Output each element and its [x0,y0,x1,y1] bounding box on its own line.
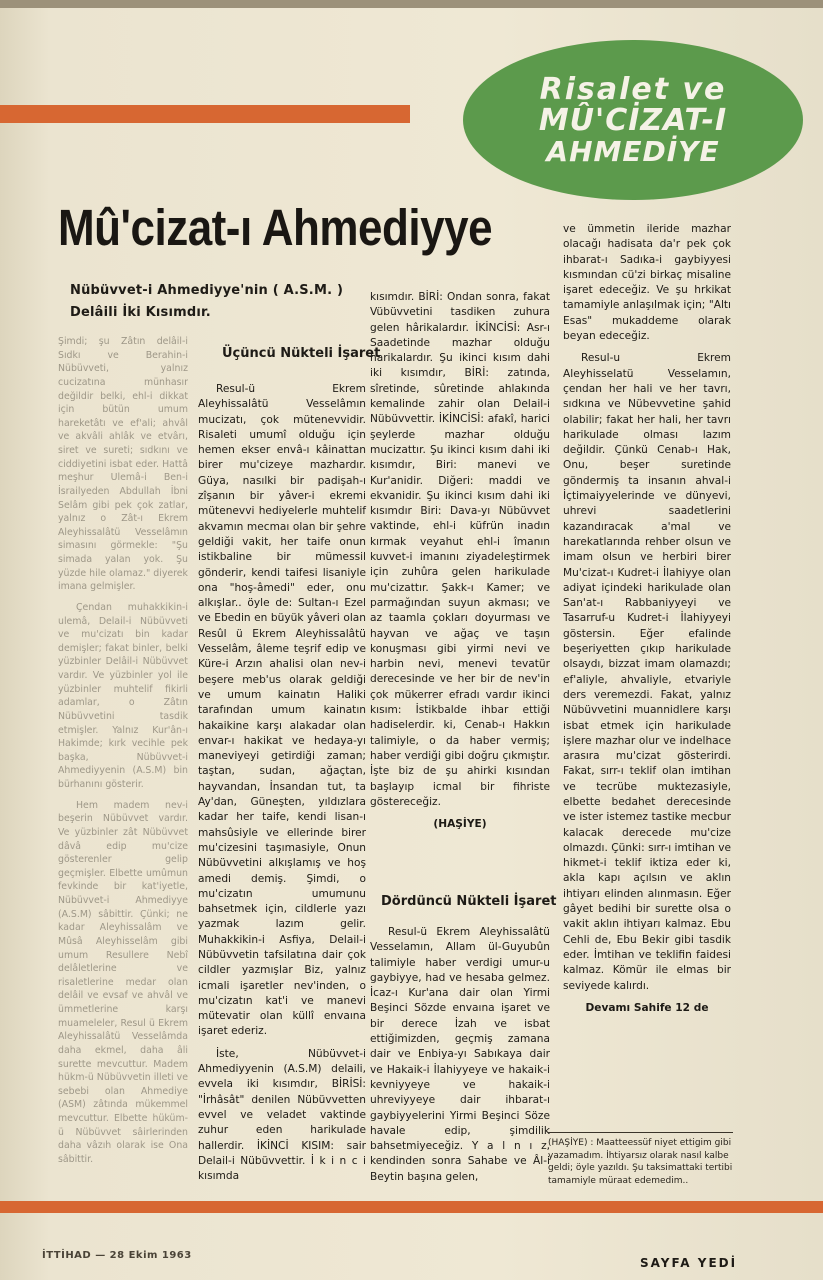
orange-rule-top [0,105,410,123]
column-2 [198,382,366,1191]
title-badge [463,40,803,200]
article-title: Mû'cizat-ı Ahmediyye [58,200,493,257]
col3b-paragraph: Resul-ü Ekrem Aleyhissalâtü Vesselamın, Allam ül-Guyubûn talimiyle haber verdigi umur-u gaybiyye, had ve hesaba gelmez. İcaz-ı Kur'ana dair olan Yirmi Beşinci Sözde envaına işaret ve bir derece İzah ve isbat ettiğimizden, geçmiş zamana dair ve Enbiya-yı Sabıkaya dair ve Hakaik-i İlahiyyeye ve hakaik-i kevniyyeye ve hakaik-i uhreviyyeye dair ihbarat-ı gaybiyyelerini Yirmi Beşinci Söze havale edip, şimdilik bahsetmiyeceğiz. Y a l n ı z, kendinden sonra Sahabe ve Âl-i Beytin başına gelen, [370,926,550,1183]
col2-paragraph: İste, Nübüvvet-i Ahmediyyenin (A.S.M) delaili, evvela iki kısımdır, BİRİSİ: "İrhâsât" denilen Nübüvvetten evvel ve veladet vaktinde zuhur eden harikulade hallerdir. İKİNCİ KISIM: sair Delail-i Nübüvvettir. İ k i n c i kısımda [198,1047,366,1183]
col1-paragraph: Hem madem nev-i beşerin Nübüvvet vardır. Ve yüzbinler zât Nübüvvet dâvâ edip mu'cize gösterenler gelip geçmişler. Elbette umûmun fevkinde bir kat'iyetle, Nübüvvet-i Ahmediyye (A.S.M) sâbittir. Çünki; ne kadar Aleyhissalâm ve Mûsâ Aleyhisselâm gibi umum Resullere Nebî delâletlerine ve risaletlerine medar olan delâil ve evsaf ve ahvâl ve ümmetlerine karşı muameleler, Resul ü Ekrem Aleyhissalâtü Vesselâmda daha ekmel, daha âli surette mevcuttur. Madem hükm-ü Nübüvvetin illeti ve sebebi olan Ahmediye (ASM) zâtında mükemmel mevcuttur. Elbette hüküm-ü Nübüvvet sâirlerinden daha vâzıh olarak ise Ona sâbittir. [58,799,188,1165]
badge-line-2: MÛ'CİZAT-I [538,103,728,139]
col1-paragraph: Çendan muhakkikin-i ulemâ, Delail-i Nübüvveti ve mu'cizatı bin kadar demişler; fakat binler, belki yüzbinler Delâil-i Nübüvvet vardır. Ve yüzbinler yol ile yüzbinler muhtelif fikirli adamlar, o Zâtın Nübüvvetini tasdik etmişler. Yalnız Kur'ân-ı Hakimde; kırk vecihle pek başka, Nübüvvet-i Ahmediyyenin (A.S.M) bin bürhanını gösterir. [58,601,188,790]
col4-paragraph: Resul-u Ekrem Aleyhisselatü Vesselamın, çendan her hali ve her tavrı, sıdkına ve Nübevvetine şahid olabilir; fakat her hali, her tavrı harikulade olması lazım değildir. Çünkü Cenab-ı Hak, Onu, beşer suretinde göndermiş ta insanın ahval-i İçtimaiyyelerinde ve dünyevi, uhrevi saadetlerini kazandıracak a'mal ve harekatlarında rehber olsun ve imam olsun ve herbiri birer Mu'cizat-ı Kudret-i İlahiyye olan adiyat içindeki harikulade olan San'at-ı Rabbaniyyeyi ve Tasarruf-u Kudret-i İlahiyyeyi göstersin. Eğer efalinde beşeriyetten çıkıp harikulade olsaydı, bizzat imam olamazdı; ef'aliyle, ahvaliyle, etvariyle ders veremezdi. Fakat, yalnız Nübüvvetini muannidlere karşı isbat etmek için harikulade işlere mazhar olur ve indelhace arasıra mu'cizat gösterirdi. Fakat, sırr-ı teklif olan imtihan ve tecrübe muktezasiyle, elbette bedahet derecesinde ve ister istemez tastike mecbur kalacak derecede mu'cize olmazdı. Çünki: sırr-ı imtihan ve hikmet-i teklif iktiza eder ki, akla kapı açılsın ve aklın ihtiyarı elinden alınmasın. Eğer gâyet bedihi bir surette olsa o vakit aklın ihtiyarı kalmaz. Ebu Cehli de, Ebu Bekir gibi tasdik eder. İmtihan ve teklifin faidesi kalmaz. Kömür ile elmas bir seviyede kalırdı. [563,352,731,992]
section-heading-4: Dördüncü Nükteli İşaret [381,894,557,909]
hasiye-mark: (HAŞİYE) [433,818,487,831]
column-1 [58,335,188,1174]
col4-paragraph: ve ümmetin ileride mazhar olacağı hadisata da'r pek çok ihbarat-ı Sadıka-i gaybiyyesi kısmından cü'zi birkaç misaline işaret edeceğiz. Ve şu hrkikat tamamiyle anlaşılmak için; "Altı Esas" mukaddeme olarak beyan edeceğiz. [563,223,731,343]
subtitle-1: Nübüvvet-i Ahmediyye'nin ( A.S.M. ) [70,283,344,298]
orange-rule-bottom [0,1201,823,1213]
col1-paragraph: Şimdi; şu Zâtın delâil-i Sıdkı ve Berahin-i Nübüvveti, yalnız cucizatına münhasır değildir belki, ehl-i dikkat için bütün umum hareketâtı ve ef'ali; ahvâl ve akvâli ahlâk ve etvârı, siret ve sureti; sıdkını ve ciddiyetini isbat eder. Hattâ meşhur Ulemâ-i Ben-i İsrailyeden Abdullah İbni Selâm gibi pek çok zatlar, yalnız o Zât-ı Ekrem Aleyhissalâtü Vesselâmın simasını görmekle: "Şu simada yalan yok. Şu yüzde hile olamaz." diyerek imana gelmişler. [58,336,188,593]
subtitle-2: Delâili İki Kısımdır. [70,305,211,320]
col2-paragraph: Resul-ü Ekrem Aleyhissalâtü Vesselâmın mucizatı, çok mütenevvidir. Risaleti umumî olduğu için hemen ekser envâ-ı kâinattan birer mu'cizeye mazhardır. Güya, nasılki bir padişah-ı zîşanın bir yâver-i ekremi mütenevvi hediyelerle muhtelif akvamın mecmaı olan bir şehre geldiği vakit, her taife onun istikbaline bir mümessil gönderir, kendi taifesi lisaniyle ona "hoş-âmedi" eder, onu alkışlar.. öyle de: Sultan-ı Ezel ve Ebedin en büyük yâveri olan Resûl ü Ekrem Aleyhissalâtü Vesselâm, âleme teşrif edip ve Küre-i Arzın ahalisi olan nev-i beşere meb'us olarak geldiği ve umum kainatın Haliki tarafından umum kainatın hakaikine karşı alakadar olan envar-ı hakikat ve hedaya-yı maneviyeyi getirdiği zaman; taştan, sudan, ağaçtan, hayvandan, İnsandan tut, ta Ay'dan, Güneşten, yıldızlara kadar her taife, kendi lisan-ı mahsûsiyle ve ellerinde birer mu'cizesini taşımasiyle, Onun Nübüvvetini alkışlamış ve hoş amedi demiş. Şimdi, o mu'cizatın umumunu bahsetmek için, cildlerle yazı yazmak lazım gelir. Muhakkikin-i Asfiya, Delail-i Nübüvvetin tafsilatına dair çok cildler yazmışlar Biz, yalnız icmali işaretler nev'inden, o mu'cizatın kat'i ve manevi mütevatir olan küllî envaına işaret ederiz. [198,383,366,1038]
top-edge-band [0,0,823,8]
badge-line-1: Risalet ve [539,71,727,107]
col3-paragraph: kısımdır. BİRİ: Ondan sonra, fakat Vübüvvetini tasdiken zuhura gelen hârikalardır. İKİNCİSİ: Asr-ı Saadetinde mazhar olduğu harikalardır. Şu ikinci kısım dahi iki kısımdır, BİRİ: zatında, sîretinde, sûretinde ahlakında kemalinde zahir olan Delail-i Nübüvvettir. İKİNCİSİ: afakî, harici şeylerde mazhar olduğu mucizattır. Şu ikinci kısım dahi iki kısımdır, Biri: manevi ve Kur'anidir. Diğeri: maddi ve ekvanidir. Şu ikinci kısım dahi iki kısımdır Biri: Dava-yı Nübüvvet vaktinde, ehl-i küfrün inadın kırmak veyahut ehl-i îmanın kuvvet-i imanını ziyadeleştirmek için zuhûra gelen harikulade mu'cizattır. Şakk-ı Kamer; ve parmağından suyun akması; ve az taamla çokları doyurması ve hayvan ve ağaç ve taşın konuşması gibi yirmi nevi ve harbin nevi, menevi tevatür derecesinde ve her bir de nev'in çok mükerrer efradı vardır ikinci kısım: İstikbalde ihbar ettiği hadiselerdir. ki, Cenab-ı Hakkın talimiyle, o da haber vermiş; haber verdiği gibi doğru çıkmıştır. İşte biz de şu ahirki kısından başlayıp icmal bir fihriste göstereceğiz. [370,291,550,808]
footnote: (HAŞİYE) : Maatteessüf niyet ettigim gibi yazamadım. İhtiyarsız olarak nasıl kalbe geldi; öyle yazıldı. Şu taksimattaki tertibi tamamiyle müraat edemedim.. [548,1132,733,1187]
column-4 [563,222,731,1016]
badge-line-3: AHMEDİYE [546,134,720,168]
footer-page-number: SAYFA YEDİ [640,1256,738,1270]
section-heading-3: Üçüncü Nükteli İşaret [222,346,381,361]
continued-note: Devamı Sahife 12 de [585,1001,709,1014]
footer-issue-date: İTTİHAD — 28 Ekim 1963 [42,1250,192,1261]
column-3-lower [370,925,550,1192]
column-3 [370,290,550,840]
